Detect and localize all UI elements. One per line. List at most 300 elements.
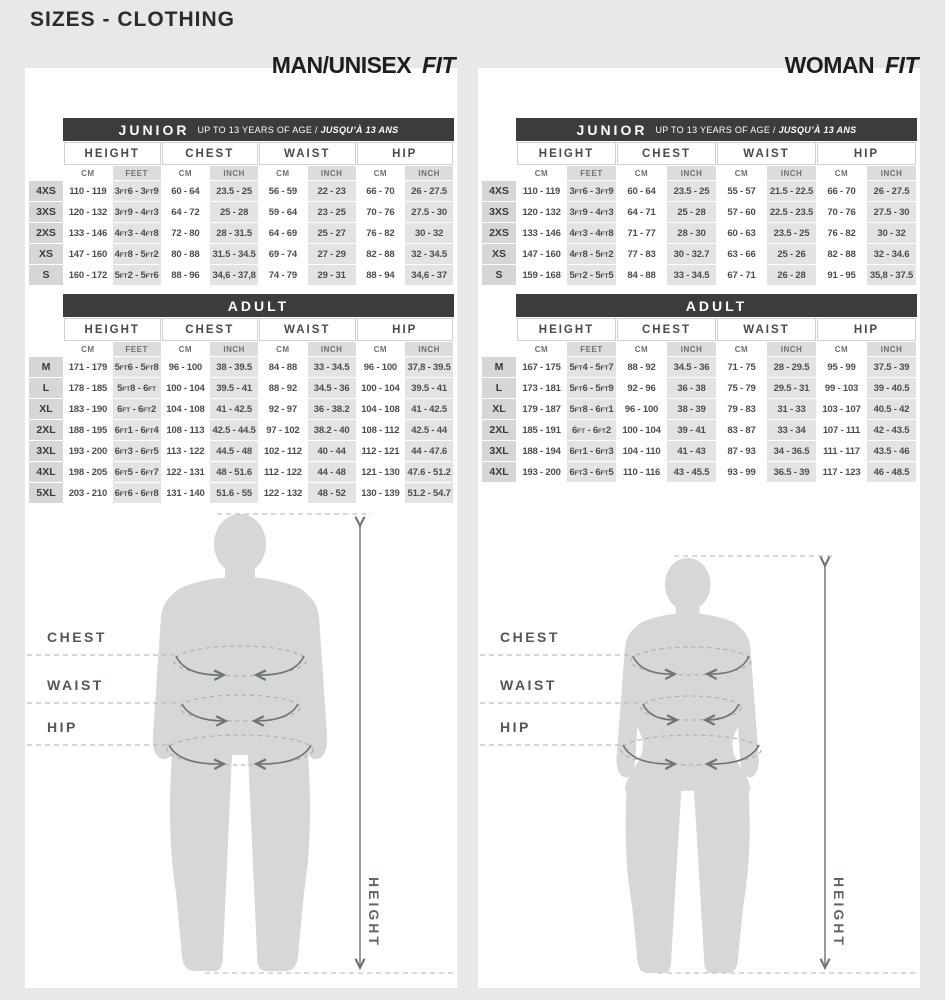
value-cell: 64 - 69 bbox=[259, 223, 307, 243]
value-cell: 97 - 102 bbox=[259, 420, 307, 440]
size-table bbox=[28, 317, 454, 504]
value-cell: 4FT3 - 4FT8 bbox=[567, 223, 616, 243]
value-cell: 76 - 82 bbox=[817, 223, 866, 243]
unit-header-cell: FEET bbox=[567, 166, 616, 180]
value-cell: 37.5 - 39 bbox=[867, 357, 916, 377]
value-cell: 99 - 103 bbox=[817, 378, 866, 398]
waist-label: WAIST bbox=[500, 677, 557, 693]
value-cell: 22 - 23 bbox=[308, 181, 356, 201]
value-cell: 27.5 - 30 bbox=[867, 202, 916, 222]
value-cell: 185 - 191 bbox=[517, 420, 566, 440]
unit-header-row bbox=[29, 166, 453, 180]
table-row bbox=[29, 420, 453, 440]
hip-label: HIP bbox=[47, 719, 78, 735]
value-cell: 42.5 - 44.5 bbox=[210, 420, 258, 440]
value-cell: 38.2 - 40 bbox=[308, 420, 356, 440]
size-label-cell: S bbox=[29, 265, 63, 285]
man-junior-section bbox=[28, 68, 454, 286]
value-cell: 122 - 132 bbox=[259, 483, 307, 503]
value-cell: 5FT4 - 5FT7 bbox=[567, 357, 616, 377]
value-cell: 29.5 - 31 bbox=[767, 378, 816, 398]
man-unisex-fit-heading bbox=[272, 52, 455, 79]
size-label-cell: L bbox=[482, 378, 516, 398]
corner-cell bbox=[29, 166, 63, 180]
column-group-header: WAIST bbox=[259, 318, 356, 341]
value-cell: 88 - 92 bbox=[259, 378, 307, 398]
column-group-header: HEIGHT bbox=[64, 318, 161, 341]
unit-header-row bbox=[482, 342, 916, 356]
value-cell: 121 - 130 bbox=[357, 462, 405, 482]
subtitle-plain: UP TO 13 YEARS OF AGE / bbox=[197, 124, 318, 135]
column-group-header: HEIGHT bbox=[517, 142, 616, 165]
table-row bbox=[29, 181, 453, 201]
size-label-cell: M bbox=[29, 357, 63, 377]
value-cell: 83 - 87 bbox=[717, 420, 766, 440]
value-cell: 70 - 76 bbox=[357, 202, 405, 222]
value-cell: 57 - 60 bbox=[717, 202, 766, 222]
value-cell: 47.6 - 51.2 bbox=[405, 462, 453, 482]
junior-bar-title: JUNIOR bbox=[118, 121, 190, 138]
value-cell: 39.5 - 41 bbox=[210, 378, 258, 398]
value-cell: 183 - 190 bbox=[64, 399, 112, 419]
value-cell: 112 - 122 bbox=[259, 462, 307, 482]
size-label-cell: 3XS bbox=[482, 202, 516, 222]
table-row bbox=[482, 181, 916, 201]
junior-bar-subtitle bbox=[197, 125, 398, 135]
height-label: HEIGHT bbox=[831, 877, 847, 948]
man-adult-section bbox=[28, 286, 454, 504]
value-cell: 28 - 29.5 bbox=[767, 357, 816, 377]
size-label-cell: 2XL bbox=[482, 420, 516, 440]
unit-header-cell: CM bbox=[64, 166, 112, 180]
value-cell: 55 - 57 bbox=[717, 181, 766, 201]
unit-header-cell: INCH bbox=[767, 166, 816, 180]
value-cell: 42.5 - 44 bbox=[405, 420, 453, 440]
corner-cell bbox=[29, 318, 63, 341]
table-row bbox=[482, 357, 916, 377]
woman-junior-size-table bbox=[481, 141, 917, 286]
value-cell: 39 - 40.5 bbox=[867, 378, 916, 398]
woman-panel bbox=[478, 52, 920, 988]
value-cell: 5FT2 - 5FT6 bbox=[113, 265, 161, 285]
chest-label: CHEST bbox=[47, 629, 107, 645]
column-group-header: WAIST bbox=[259, 142, 356, 165]
value-cell: 193 - 200 bbox=[64, 441, 112, 461]
value-cell: 30 - 32.7 bbox=[667, 244, 716, 264]
unit-header-cell: INCH bbox=[667, 166, 716, 180]
man-junior-size-table bbox=[28, 141, 454, 286]
unit-header-cell: FEET bbox=[113, 166, 161, 180]
value-cell: 39.5 - 41 bbox=[405, 378, 453, 398]
table-row bbox=[29, 483, 453, 503]
value-cell: 39 - 41 bbox=[667, 420, 716, 440]
table-row bbox=[29, 399, 453, 419]
unit-header-cell: CM bbox=[817, 166, 866, 180]
size-label-cell: 3XL bbox=[29, 441, 63, 461]
unit-header-cell: FEET bbox=[567, 342, 616, 356]
size-label-cell: M bbox=[482, 357, 516, 377]
man-adult-bar bbox=[63, 294, 454, 317]
table-row bbox=[29, 265, 453, 285]
adult-bar-title: ADULT bbox=[685, 297, 748, 314]
value-cell: 25 - 26 bbox=[767, 244, 816, 264]
column-group-header: WAIST bbox=[717, 142, 816, 165]
value-cell: 27 - 29 bbox=[308, 244, 356, 264]
junior-bar-title: JUNIOR bbox=[576, 121, 648, 138]
chest-label: CHEST bbox=[500, 629, 560, 645]
table-row bbox=[29, 223, 453, 243]
man-silhouette-diagram bbox=[25, 503, 457, 988]
value-cell: 100 - 104 bbox=[357, 378, 405, 398]
value-cell: 32 - 34.5 bbox=[405, 244, 453, 264]
table-row bbox=[29, 441, 453, 461]
table-row bbox=[29, 378, 453, 398]
table-row bbox=[482, 420, 916, 440]
value-cell: 36 - 38.2 bbox=[308, 399, 356, 419]
value-cell: 51.6 - 55 bbox=[210, 483, 258, 503]
value-cell: 30 - 32 bbox=[867, 223, 916, 243]
value-cell: 5FT6 - 5FT8 bbox=[113, 357, 161, 377]
value-cell: 108 - 113 bbox=[162, 420, 210, 440]
table-row bbox=[482, 378, 916, 398]
size-table bbox=[481, 141, 917, 286]
value-cell: 41 - 42.5 bbox=[405, 399, 453, 419]
column-group-header: CHEST bbox=[617, 142, 716, 165]
value-cell: 36 - 38 bbox=[667, 378, 716, 398]
value-cell: 38 - 39.5 bbox=[210, 357, 258, 377]
unit-header-cell: CM bbox=[517, 166, 566, 180]
value-cell: 104 - 110 bbox=[617, 441, 666, 461]
value-cell: 35,8 - 37.5 bbox=[867, 265, 916, 285]
size-label-cell: XL bbox=[482, 399, 516, 419]
value-cell: 43 - 45.5 bbox=[667, 462, 716, 482]
value-cell: 159 - 168 bbox=[517, 265, 566, 285]
value-cell: 34 - 36.5 bbox=[767, 441, 816, 461]
value-cell: 92 - 96 bbox=[617, 378, 666, 398]
value-cell: 66 - 70 bbox=[357, 181, 405, 201]
size-label-cell: 5XL bbox=[29, 483, 63, 503]
size-label-cell: 2XS bbox=[29, 223, 63, 243]
size-label-cell: 3XS bbox=[29, 202, 63, 222]
table-row bbox=[482, 223, 916, 243]
value-cell: 96 - 100 bbox=[162, 357, 210, 377]
value-cell: 23.5 - 25 bbox=[767, 223, 816, 243]
value-cell: 110 - 119 bbox=[64, 181, 112, 201]
value-cell: 5FT8 - 6FT bbox=[113, 378, 161, 398]
group-header-row bbox=[482, 318, 916, 341]
unit-header-cell: CM bbox=[64, 342, 112, 356]
value-cell: 120 - 132 bbox=[64, 202, 112, 222]
man-figure-area bbox=[25, 503, 457, 988]
value-cell: 130 - 139 bbox=[357, 483, 405, 503]
column-group-header: HIP bbox=[817, 142, 916, 165]
value-cell: 107 - 111 bbox=[817, 420, 866, 440]
value-cell: 173 - 181 bbox=[517, 378, 566, 398]
table-row bbox=[29, 202, 453, 222]
value-cell: 22.5 - 23.5 bbox=[767, 202, 816, 222]
man-unisex-panel bbox=[25, 52, 457, 988]
page-title: SIZES - CLOTHING bbox=[30, 8, 235, 31]
value-cell: 69 - 74 bbox=[259, 244, 307, 264]
value-cell: 71 - 75 bbox=[717, 357, 766, 377]
table-row bbox=[29, 244, 453, 264]
subtitle-italic: JUSQU’À 13 ANS bbox=[778, 124, 857, 135]
unit-header-cell: CM bbox=[717, 342, 766, 356]
value-cell: 33 - 34 bbox=[767, 420, 816, 440]
value-cell: 188 - 195 bbox=[64, 420, 112, 440]
woman-silhouette-diagram bbox=[478, 503, 920, 988]
value-cell: 51.2 - 54.7 bbox=[405, 483, 453, 503]
unit-header-cell: CM bbox=[357, 166, 405, 180]
unit-header-cell: INCH bbox=[308, 342, 356, 356]
value-cell: 26 - 27.5 bbox=[405, 181, 453, 201]
value-cell: 133 - 146 bbox=[64, 223, 112, 243]
value-cell: 23.5 - 25 bbox=[667, 181, 716, 201]
value-cell: 96 - 100 bbox=[617, 399, 666, 419]
value-cell: 198 - 205 bbox=[64, 462, 112, 482]
value-cell: 84 - 88 bbox=[617, 265, 666, 285]
value-cell: 37,8 - 39.5 bbox=[405, 357, 453, 377]
adult-bar-title: ADULT bbox=[227, 297, 290, 314]
waist-label: WAIST bbox=[47, 677, 104, 693]
value-cell: 34,6 - 37,8 bbox=[210, 265, 258, 285]
value-cell: 67 - 71 bbox=[717, 265, 766, 285]
value-cell: 6FT6 - 6FT8 bbox=[113, 483, 161, 503]
woman-adult-bar bbox=[516, 294, 917, 317]
corner-cell bbox=[482, 142, 516, 165]
value-cell: 41 - 42.5 bbox=[210, 399, 258, 419]
height-label: HEIGHT bbox=[366, 877, 382, 948]
value-cell: 3FT6 - 3FT9 bbox=[113, 181, 161, 201]
value-cell: 193 - 200 bbox=[517, 462, 566, 482]
column-group-header: HEIGHT bbox=[64, 142, 161, 165]
value-cell: 6FT1 - 6FT3 bbox=[567, 441, 616, 461]
unit-header-cell: INCH bbox=[867, 166, 916, 180]
unit-header-cell: INCH bbox=[210, 342, 258, 356]
size-label-cell: L bbox=[29, 378, 63, 398]
value-cell: 30 - 32 bbox=[405, 223, 453, 243]
subtitle-italic: JUSQU’À 13 ANS bbox=[320, 124, 399, 135]
unit-header-row bbox=[482, 166, 916, 180]
value-cell: 93 - 99 bbox=[717, 462, 766, 482]
value-cell: 44.5 - 48 bbox=[210, 441, 258, 461]
value-cell: 147 - 160 bbox=[64, 244, 112, 264]
man-junior-bar bbox=[63, 118, 454, 141]
value-cell: 76 - 82 bbox=[357, 223, 405, 243]
value-cell: 133 - 146 bbox=[517, 223, 566, 243]
value-cell: 188 - 194 bbox=[517, 441, 566, 461]
hip-label: HIP bbox=[500, 719, 531, 735]
value-cell: 63 - 66 bbox=[717, 244, 766, 264]
group-header-row bbox=[482, 142, 916, 165]
value-cell: 92 - 97 bbox=[259, 399, 307, 419]
size-label-cell: 2XS bbox=[482, 223, 516, 243]
man-silhouette bbox=[153, 514, 327, 971]
woman-junior-section bbox=[481, 68, 917, 286]
value-cell: 31.5 - 34.5 bbox=[210, 244, 258, 264]
value-cell: 6FT3 - 6FT5 bbox=[113, 441, 161, 461]
value-cell: 112 - 121 bbox=[357, 441, 405, 461]
unit-header-cell: CM bbox=[357, 342, 405, 356]
value-cell: 5FT6 - 5FT9 bbox=[567, 378, 616, 398]
value-cell: 3FT6 - 3FT9 bbox=[567, 181, 616, 201]
value-cell: 203 - 210 bbox=[64, 483, 112, 503]
value-cell: 3FT9 - 4FT3 bbox=[567, 202, 616, 222]
value-cell: 117 - 123 bbox=[817, 462, 866, 482]
table-row bbox=[482, 265, 916, 285]
value-cell: 60 - 64 bbox=[162, 181, 210, 201]
value-cell: 88 - 96 bbox=[162, 265, 210, 285]
value-cell: 100 - 104 bbox=[617, 420, 666, 440]
table-row bbox=[29, 462, 453, 482]
value-cell: 48 - 51.6 bbox=[210, 462, 258, 482]
value-cell: 40 - 44 bbox=[308, 441, 356, 461]
unit-header-cell: CM bbox=[817, 342, 866, 356]
value-cell: 5FT2 - 5FT5 bbox=[567, 265, 616, 285]
column-group-header: CHEST bbox=[162, 142, 259, 165]
value-cell: 160 - 172 bbox=[64, 265, 112, 285]
value-cell: 91 - 95 bbox=[817, 265, 866, 285]
woman-silhouette bbox=[617, 558, 759, 973]
value-cell: 102 - 112 bbox=[259, 441, 307, 461]
table-row bbox=[29, 357, 453, 377]
unit-header-cell: INCH bbox=[405, 166, 453, 180]
value-cell: 6FT3 - 6FT5 bbox=[567, 462, 616, 482]
junior-bar-subtitle bbox=[655, 125, 856, 135]
unit-header-cell: CM bbox=[717, 166, 766, 180]
value-cell: 84 - 88 bbox=[259, 357, 307, 377]
value-cell: 66 - 70 bbox=[817, 181, 866, 201]
value-cell: 34.5 - 36 bbox=[308, 378, 356, 398]
subtitle-plain: UP TO 13 YEARS OF AGE / bbox=[655, 124, 776, 135]
value-cell: 44 - 48 bbox=[308, 462, 356, 482]
value-cell: 113 - 122 bbox=[162, 441, 210, 461]
heading-italic: FIT bbox=[422, 52, 455, 78]
unit-header-cell: FEET bbox=[113, 342, 161, 356]
unit-header-cell: INCH bbox=[405, 342, 453, 356]
value-cell: 60 - 64 bbox=[617, 181, 666, 201]
size-label-cell: 3XL bbox=[482, 441, 516, 461]
woman-figure-area bbox=[478, 503, 920, 988]
corner-cell bbox=[29, 142, 63, 165]
woman-adult-section bbox=[481, 286, 917, 483]
value-cell: 80 - 88 bbox=[162, 244, 210, 264]
unit-header-cell: CM bbox=[259, 166, 307, 180]
column-group-header: HEIGHT bbox=[517, 318, 616, 341]
unit-header-cell: CM bbox=[617, 166, 666, 180]
value-cell: 74 - 79 bbox=[259, 265, 307, 285]
size-label-cell: S bbox=[482, 265, 516, 285]
value-cell: 110 - 119 bbox=[517, 181, 566, 201]
value-cell: 31 - 33 bbox=[767, 399, 816, 419]
value-cell: 28 - 31.5 bbox=[210, 223, 258, 243]
woman-fit-heading bbox=[785, 52, 918, 79]
value-cell: 82 - 88 bbox=[357, 244, 405, 264]
value-cell: 100 - 104 bbox=[162, 378, 210, 398]
value-cell: 72 - 80 bbox=[162, 223, 210, 243]
value-cell: 4FT3 - 4FT8 bbox=[113, 223, 161, 243]
corner-cell bbox=[482, 318, 516, 341]
unit-header-cell: CM bbox=[162, 166, 210, 180]
value-cell: 56 - 59 bbox=[259, 181, 307, 201]
value-cell: 43.5 - 46 bbox=[867, 441, 916, 461]
value-cell: 40.5 - 42 bbox=[867, 399, 916, 419]
value-cell: 167 - 175 bbox=[517, 357, 566, 377]
woman-junior-bar bbox=[516, 118, 917, 141]
heading-bold: WOMAN bbox=[784, 52, 875, 78]
column-group-header: WAIST bbox=[717, 318, 816, 341]
value-cell: 82 - 88 bbox=[817, 244, 866, 264]
column-group-header: CHEST bbox=[617, 318, 716, 341]
value-cell: 48 - 52 bbox=[308, 483, 356, 503]
size-label-cell: 4XL bbox=[29, 462, 63, 482]
value-cell: 60 - 63 bbox=[717, 223, 766, 243]
unit-header-row bbox=[29, 342, 453, 356]
value-cell: 26 - 27.5 bbox=[867, 181, 916, 201]
value-cell: 71 - 77 bbox=[617, 223, 666, 243]
value-cell: 26 - 28 bbox=[767, 265, 816, 285]
column-group-header: CHEST bbox=[162, 318, 259, 341]
value-cell: 87 - 93 bbox=[717, 441, 766, 461]
woman-adult-size-table bbox=[481, 317, 917, 483]
value-cell: 41 - 43 bbox=[667, 441, 716, 461]
value-cell: 25 - 27 bbox=[308, 223, 356, 243]
value-cell: 6FT1 - 6FT4 bbox=[113, 420, 161, 440]
value-cell: 5FT8 - 6FT1 bbox=[567, 399, 616, 419]
value-cell: 178 - 185 bbox=[64, 378, 112, 398]
value-cell: 108 - 112 bbox=[357, 420, 405, 440]
value-cell: 28 - 30 bbox=[667, 223, 716, 243]
group-header-row bbox=[29, 318, 453, 341]
value-cell: 77 - 83 bbox=[617, 244, 666, 264]
column-group-header: HIP bbox=[357, 318, 454, 341]
heading-italic: FIT bbox=[885, 52, 918, 78]
size-label-cell: XL bbox=[29, 399, 63, 419]
table-row bbox=[482, 462, 916, 482]
value-cell: 25 - 28 bbox=[667, 202, 716, 222]
corner-cell bbox=[29, 342, 63, 356]
group-header-row bbox=[29, 142, 453, 165]
man-adult-size-table bbox=[28, 317, 454, 504]
table-row bbox=[482, 441, 916, 461]
value-cell: 147 - 160 bbox=[517, 244, 566, 264]
value-cell: 42 - 43.5 bbox=[867, 420, 916, 440]
size-table bbox=[28, 141, 454, 286]
value-cell: 64 - 71 bbox=[617, 202, 666, 222]
value-cell: 104 - 108 bbox=[357, 399, 405, 419]
table-row bbox=[482, 399, 916, 419]
value-cell: 25 - 28 bbox=[210, 202, 258, 222]
unit-header-cell: CM bbox=[517, 342, 566, 356]
unit-header-cell: INCH bbox=[667, 342, 716, 356]
value-cell: 23.5 - 25 bbox=[210, 181, 258, 201]
value-cell: 6FT - 6FT2 bbox=[113, 399, 161, 419]
value-cell: 44 - 47.6 bbox=[405, 441, 453, 461]
value-cell: 104 - 108 bbox=[162, 399, 210, 419]
size-label-cell: 4XS bbox=[29, 181, 63, 201]
value-cell: 46 - 48.5 bbox=[867, 462, 916, 482]
value-cell: 38 - 39 bbox=[667, 399, 716, 419]
value-cell: 59 - 64 bbox=[259, 202, 307, 222]
value-cell: 34,6 - 37 bbox=[405, 265, 453, 285]
value-cell: 96 - 100 bbox=[357, 357, 405, 377]
value-cell: 32 - 34.6 bbox=[867, 244, 916, 264]
value-cell: 88 - 92 bbox=[617, 357, 666, 377]
value-cell: 88 - 94 bbox=[357, 265, 405, 285]
unit-header-cell: INCH bbox=[308, 166, 356, 180]
unit-header-cell: CM bbox=[617, 342, 666, 356]
unit-header-cell: INCH bbox=[210, 166, 258, 180]
